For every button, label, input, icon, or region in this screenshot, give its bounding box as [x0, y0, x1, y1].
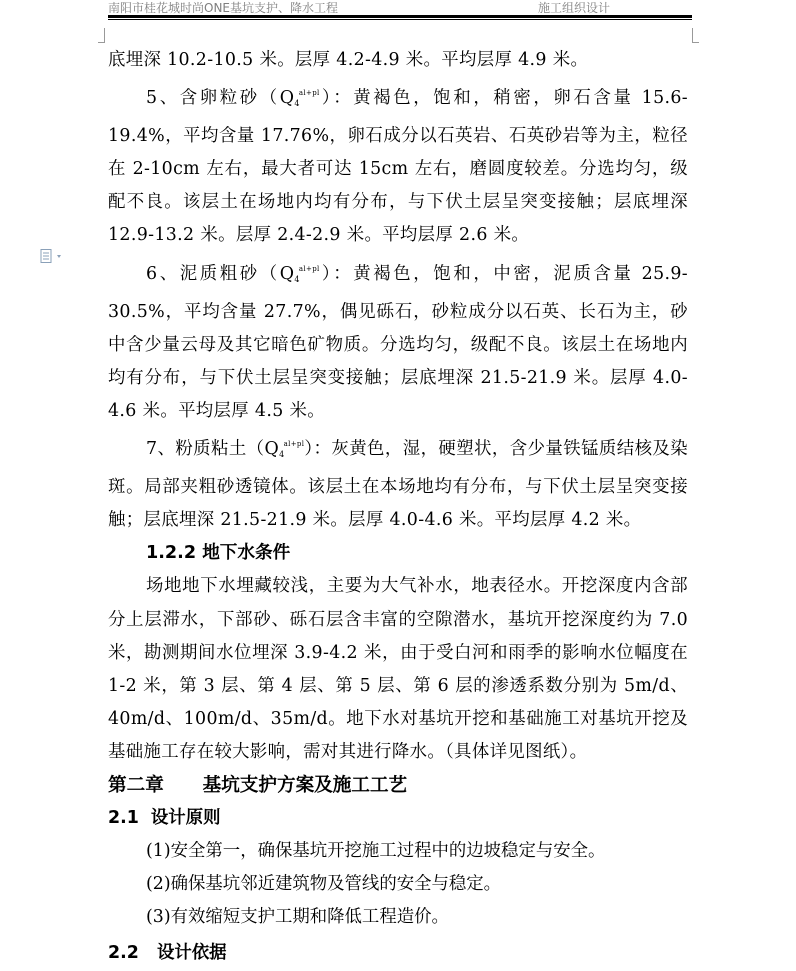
header-doc-type: 施工组织设计	[538, 1, 611, 15]
margin-corner-mark-left	[98, 28, 105, 43]
paragraph-options-icon[interactable]	[40, 248, 68, 262]
principle-item: (2)确保基坑邻近建筑物及管线的安全与稳定。	[146, 874, 502, 895]
section-heading-groundwater: 1.2.2 地下水条件	[146, 543, 291, 564]
header-rule-thin	[108, 19, 692, 20]
section-heading-design-basis: 2.2 设计依据	[108, 943, 227, 964]
margin-corner-mark-right	[692, 28, 699, 43]
paragraph-layer6: 6、泥质粗砂$(Q_4^{al+pl})$：黄褐色，饱和，中密，泥质含量 25.9-30.5%，平均含量 27.7%，偶见砾石，砂粒成分以石英、长石为主，砂中含少量云母及其它暗色矿物质。分选均匀，级配不良。该层土在场地内均有分布，与下伏土层呈突变接触；层底埋深 21.5-21.9 米。层厚 4.0-4.6 米。平均层厚 4.5 米。	[108, 263, 688, 421]
header-project-title: 南阳市桂花城时尚ONE基坑支护、降水工程	[108, 1, 339, 15]
section-heading-design-principles: 2.1 设计原则	[108, 808, 221, 829]
paragraph-layer4-end: 底埋深 10.2-10.5 米。层厚 4.2-4.9 米。平均层厚 4.9 米。	[108, 50, 589, 70]
principle-item: (1)安全第一，确保基坑开挖施工过程中的边坡稳定与安全。	[146, 841, 606, 862]
paragraph-groundwater: 场地地下水埋藏较浅，主要为大气补水，地表径水。开挖深度内含部分上层滞水，下部砂、砾石层含丰富的空隙潜水，基坑开挖深度约为 7.0 米，勘测期间水位埋深 3.9-4.2 米，由于受白河和雨季的影响水位幅度在 1-2 米，第 3 层、第 4 层、第 5 层、第 6 层的渗透系数分别为 5m/d、40m/d、100m/d、35m/d。地下水对基坑开挖和基础施工对基坑开挖及基础施工存在较大影响，需对其进行降水。（具体详见图纸）。	[108, 576, 688, 762]
paragraph-layer5: 5、含卵粒砂$(Q_4^{al+pl})$：黄褐色，饱和，稍密，卵石含量 15.6-19.4%，平均含量 17.76%，卵石成分以石英岩、石英砂岩等为主，粒径在 2-10cm 左右，最大者可达 15cm 左右，磨圆度较差。分选均匀，级配不良。该层土在场地内均有分布，与下伏土层呈突变接触；层底埋深 12.9-13.2 米。层厚 2.4-2.9 米。平均层厚 2.6 米。	[108, 88, 688, 246]
principle-item: (3)有效缩短支护工期和降低工程造价。	[146, 907, 449, 928]
header-rule-thick	[108, 15, 692, 18]
page-header	[108, 0, 692, 16]
chapter-heading: 第二章 基坑支护方案及施工工艺	[108, 774, 408, 796]
paragraph-layer7: 7、粉质粘土$(Q_4^{al+pl})$：灰黄色，湿，硬塑状，含少量铁锰质结核及染斑。局部夹粗砂透镜体。该层土在本场地均有分布，与下伏土层呈突变接触；层底埋深 21.5-21.9 米。层厚 4.0-4.6 米。平均层厚 4.2 米。	[108, 439, 688, 531]
document-body	[108, 44, 688, 971]
